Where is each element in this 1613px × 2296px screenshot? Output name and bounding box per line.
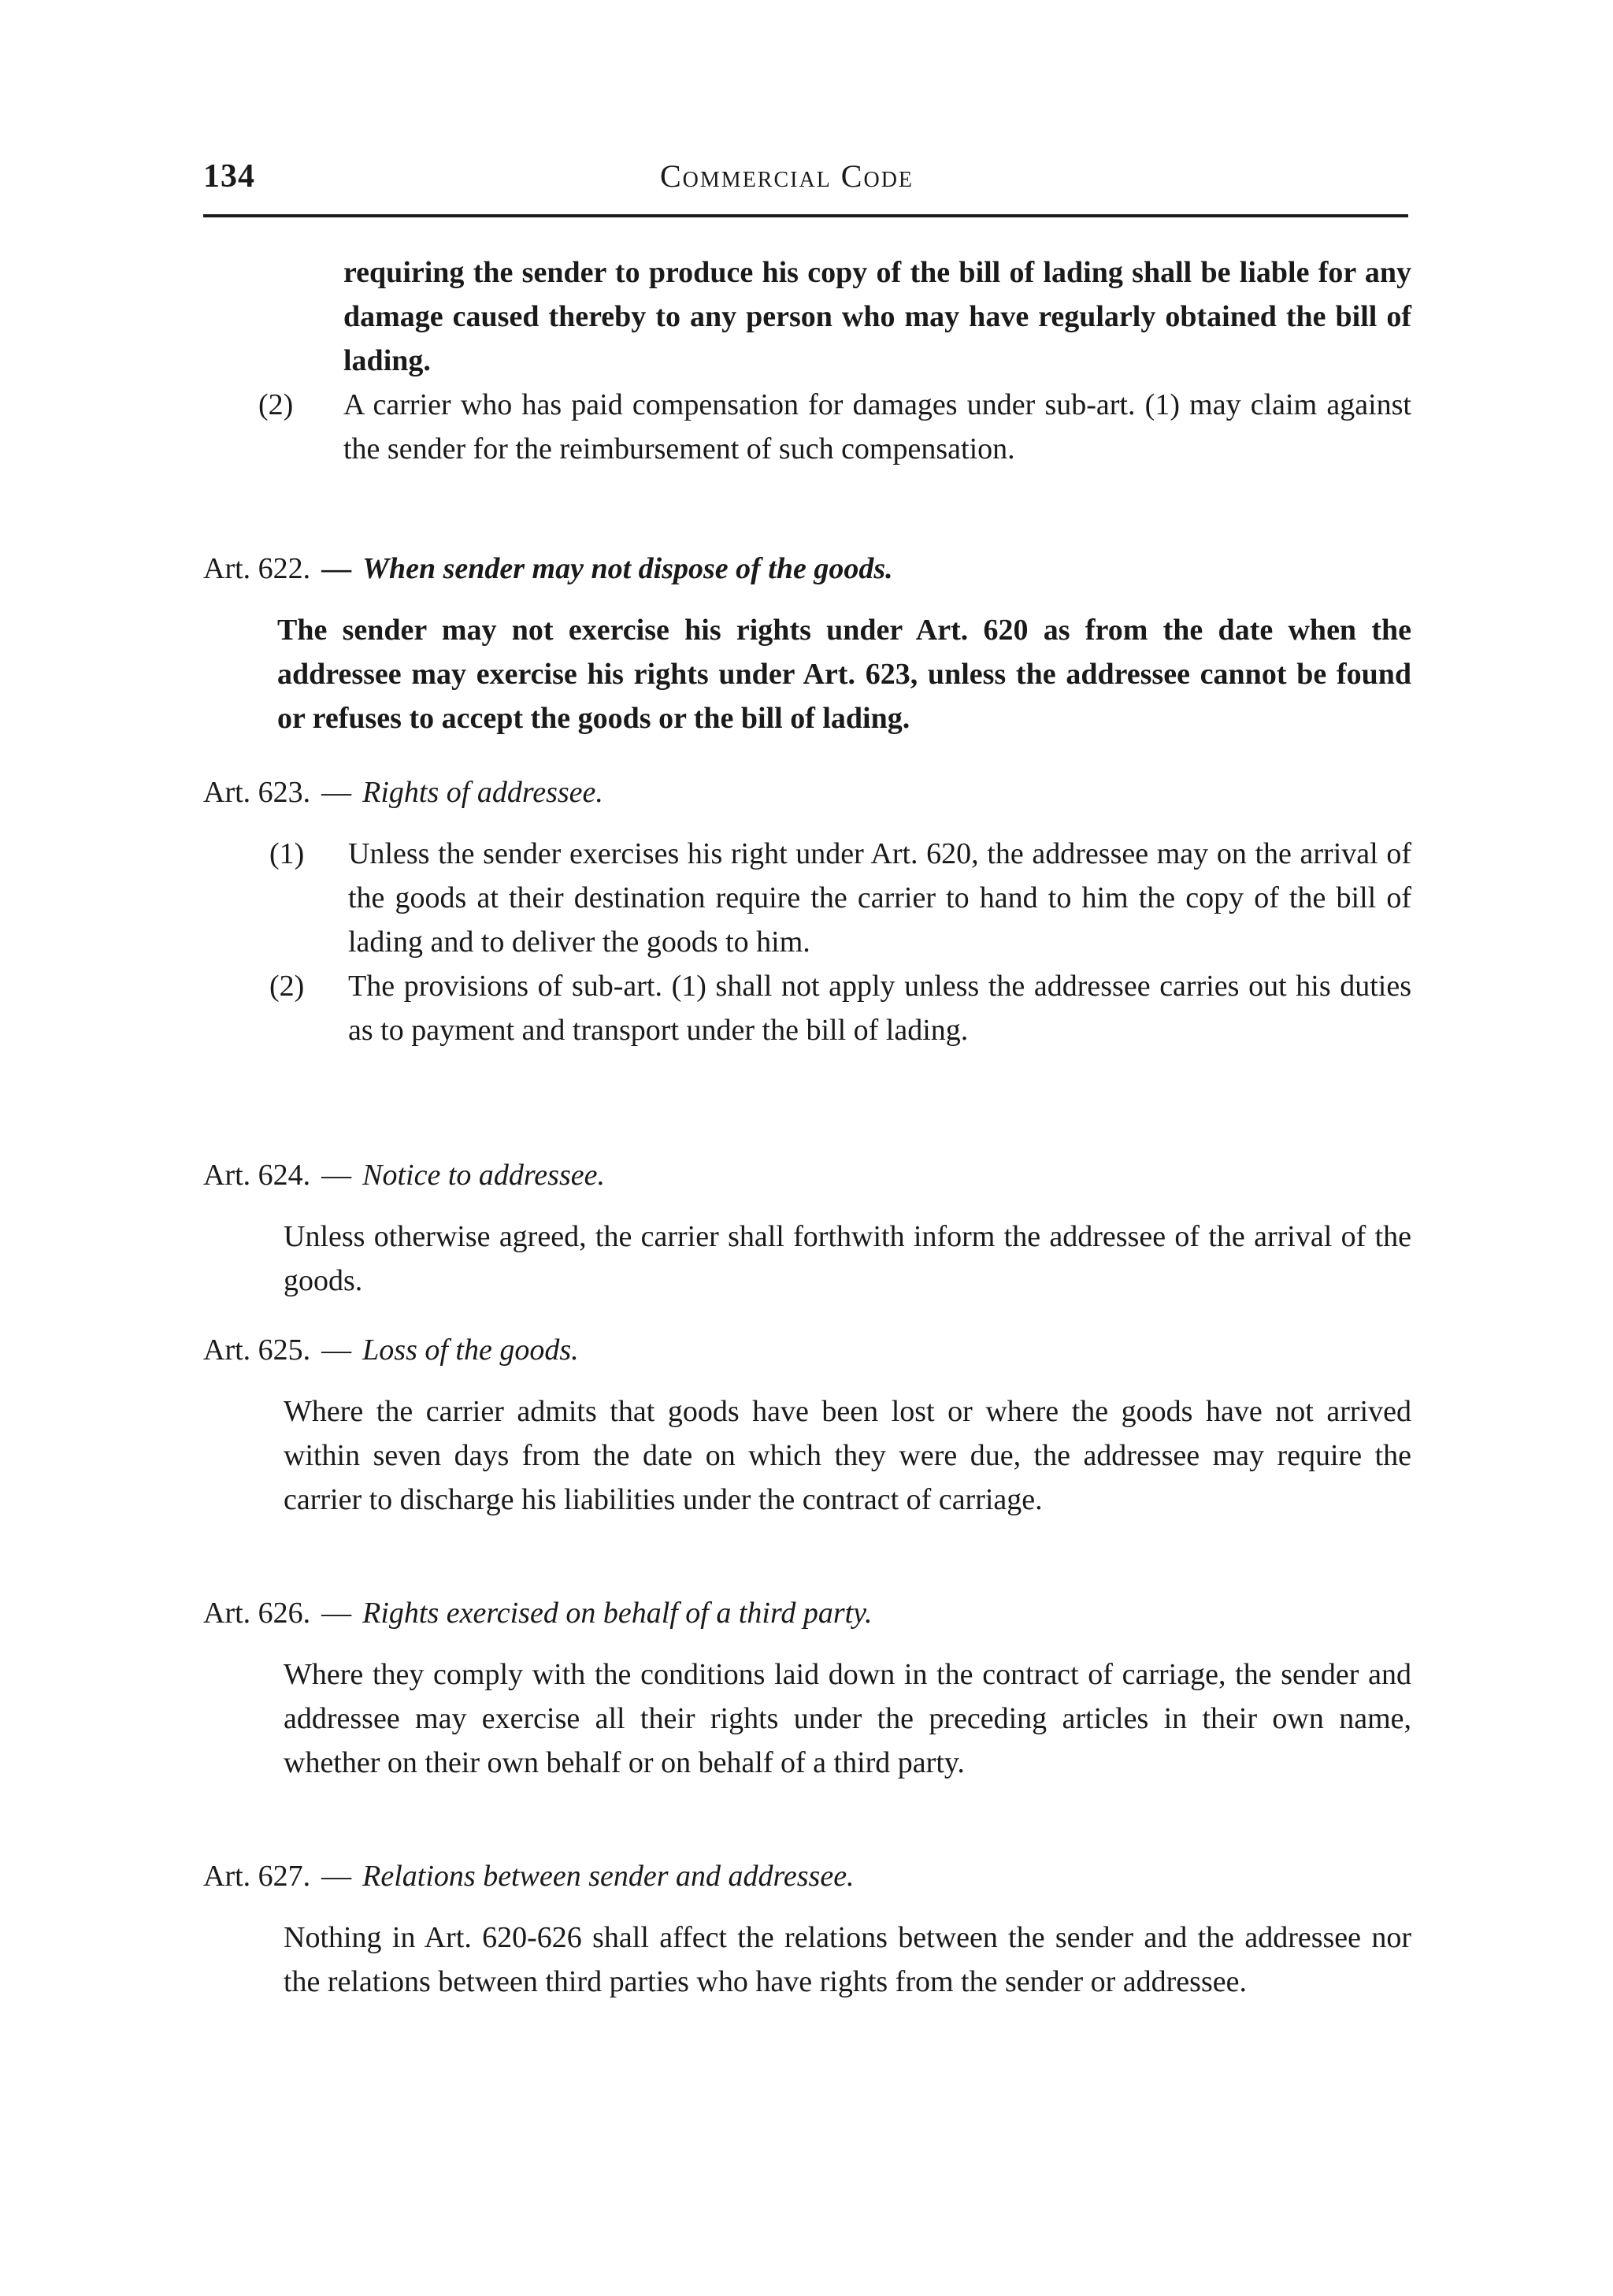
article-dash: — <box>321 552 352 585</box>
continued-paragraph: requiring the sender to produce his copy of the bill of lading shall be liable for any damage caused thereby to any person who may have regularly obtained the bill of lading. <box>343 256 1411 377</box>
sub-article-text: Unless the sender exercises his right under Art. 620, the addressee may on the arrival of the goods at their destination require the carrier to hand to him the copy of the bill of lading and to deliver the goods to him. <box>348 837 1411 959</box>
sub-article-number: (2) <box>258 388 294 421</box>
header-rule <box>203 214 1408 217</box>
article-body: The sender may not exercise his rights under Art. 620 as from the date when the addressee may exercise his rights under Art. 623, unless the addressee cannot be found or refuses to accept the goods or the bill of lading. <box>277 614 1411 735</box>
sub-article-number: (1) <box>269 837 305 870</box>
page-number: 134 <box>203 158 255 195</box>
article-number: Art. 622. <box>203 552 311 585</box>
article-dash: — <box>321 1333 352 1367</box>
sub-article-text: A carrier who has paid compensation for damages under sub-art. (1) may claim against the sender for the reimbursement of such compensation. <box>343 388 1411 466</box>
article-title: When sender may not dispose of the goods. <box>362 552 893 585</box>
sub-article-number: (2) <box>269 970 305 1003</box>
sub-article-text: The provisions of sub-art. (1) shall not apply unless the addressee carries out his duties as to payment and transport under the bill of lading. <box>348 970 1411 1047</box>
article-dash: — <box>321 1597 352 1630</box>
article-number: Art. 624. <box>203 1159 311 1192</box>
article-body: Nothing in Art. 620-626 shall affect the relations between the sender and the addressee nor the relations between third parties who have rights from the sender or addressee. <box>284 1921 1411 1998</box>
sub-article-2 <box>258 383 1411 471</box>
article-number: Art. 625. <box>203 1333 311 1367</box>
sub-article-2 <box>269 964 1411 1052</box>
article-dash: — <box>321 776 352 809</box>
article-dash: — <box>321 1860 352 1893</box>
article-622 <box>203 547 1411 740</box>
article-title: Notice to addressee. <box>362 1159 605 1192</box>
page-header <box>203 158 1408 213</box>
article-number: Art. 626. <box>203 1597 311 1630</box>
article-title: Relations between sender and addressee. <box>362 1860 855 1893</box>
article-body: Where they comply with the conditions laid down in the contract of carriage, the sender and addressee may exercise all their rights under the preceding articles in their own name, whether on their own behalf or on behalf of a third party. <box>284 1658 1411 1779</box>
running-title: Commercial Code <box>660 158 914 194</box>
article-number: Art. 627. <box>203 1860 311 1893</box>
article-626 <box>203 1591 1411 1785</box>
article-dash: — <box>321 1159 352 1192</box>
article-number: Art. 623. <box>203 776 311 809</box>
article-627 <box>203 1854 1411 2004</box>
article-625 <box>203 1328 1411 1522</box>
article-title: Loss of the goods. <box>362 1333 579 1367</box>
article-body: Where the carrier admits that goods have been lost or where the goods have not arrived within seven days from the date on which they were due, the addressee may require the carrier to discharge his liabilities under the contract of carriage. <box>284 1395 1411 1516</box>
article-624 <box>203 1153 1411 1303</box>
article-body: Unless otherwise agreed, the carrier shall forthwith inform the addressee of the arrival of the goods. <box>284 1220 1411 1297</box>
sub-article-1 <box>269 832 1411 964</box>
article-title: Rights of addressee. <box>362 776 603 809</box>
article-623 <box>203 770 1411 1052</box>
article-title: Rights exercised on behalf of a third party. <box>362 1597 873 1630</box>
